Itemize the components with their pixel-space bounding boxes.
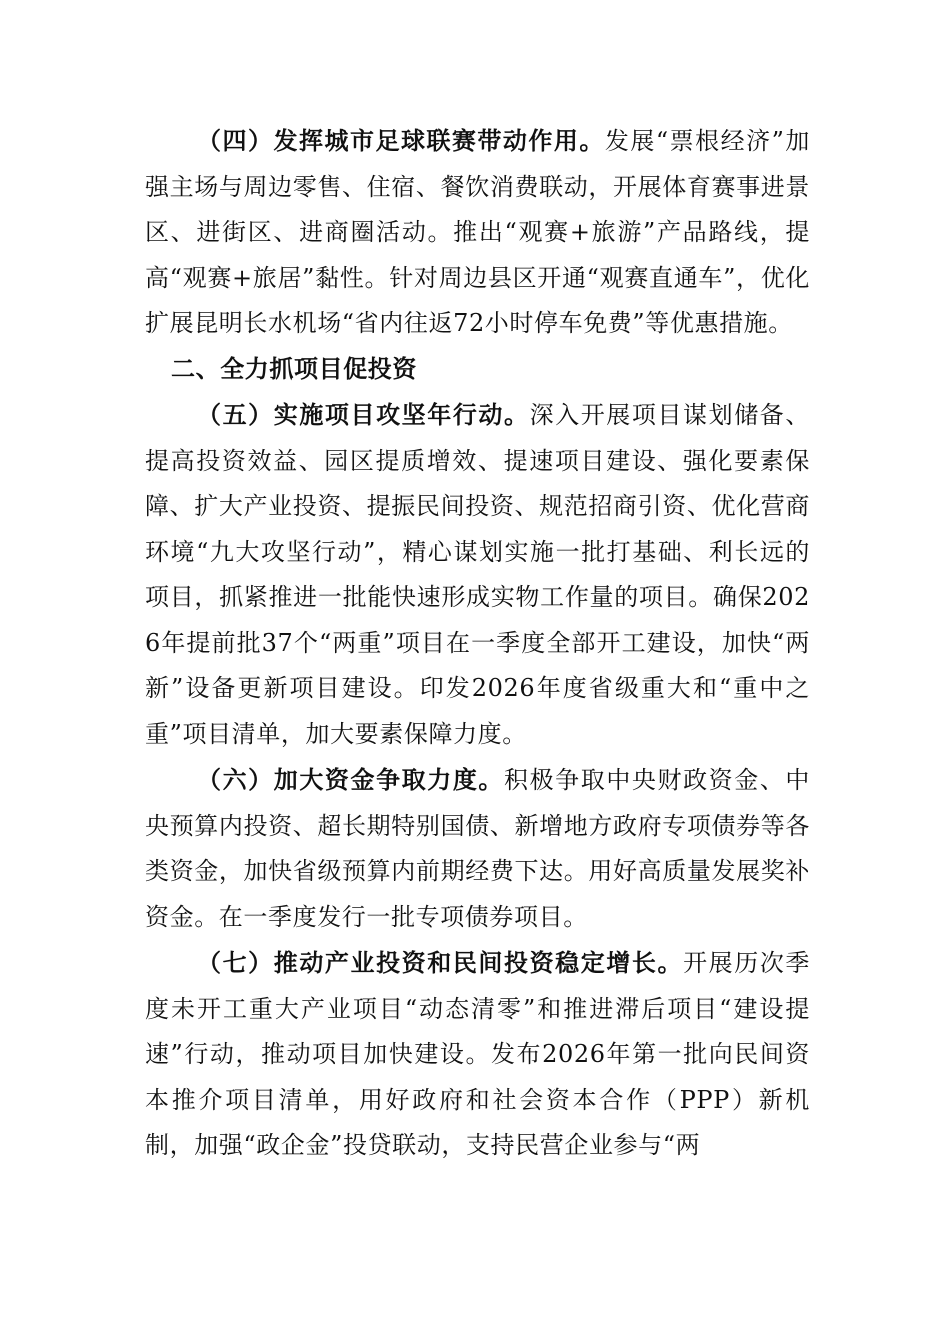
paragraph-funding [145,757,810,940]
paragraph-project-campaign [145,392,810,757]
paragraph-lead-project-campaign: （五）实施项目攻坚年行动。 [197,400,530,429]
paragraph-text-industrial-private-investment: 开展历次季度未开工重大产业项目“动态清零”和推进滞后项目“建设提速”行动，推动项目加快建设。发布2026年第一批向民间资本推介项目清单，用好政府和社会资本合作（PPP）新机制，加强“政企金”投贷联动，支持民营企业参与“两 [145,949,811,1159]
paragraph-text-football-league: 发展“票根经济”加强主场与周边零售、住宿、餐饮消费联动，开展体育赛事进景区、进街区、进商圈活动。推出“观赛+旅游”产品路线，提高“观赛+旅居”黏性。针对周边县区开通“观赛直通车”，优化扩展昆明长水机场“省内往返72小时停车免费”等优惠措施。 [145,127,810,337]
paragraph-lead-football-league: （四）发挥城市足球联赛带动作用。 [197,126,605,155]
paragraph-text-funding: 积极争取中央财政资金、中央预算内投资、超长期特别国债、新增地方政府专项债券等各类资金，加快省级预算内前期经费下达。用好高质量发展奖补资金。在一季度发行一批专项债券项目。 [145,766,811,931]
paragraph-lead-industrial-private-investment: （七）推动产业投资和民间投资稳定增长。 [197,948,684,977]
paragraph-football-league [145,118,810,347]
document-body [145,118,810,1169]
paragraph-industrial-private-investment [145,940,810,1169]
section-heading-projects-investment: 二、全力抓项目促投资 [171,354,417,383]
paragraph-lead-funding: （六）加大资金争取力度。 [197,765,504,794]
paragraph-text-project-campaign: 深入开展项目谋划储备、提高投资效益、园区提质增效、提速项目建设、强化要素保障、扩大产业投资、提振民间投资、规范招商引资、优化营商环境“九大攻坚行动”，精心谋划实施一批打基础、利长远的项目，抓紧推进一批能快速形成实物工作量的项目。确保2026年提前批37个“两重”项目在一季度全部开工建设，加快“两新”设备更新项目建设。印发2026年度省级重大和“重中之重”项目清单，加大要素保障力度。 [145,401,810,748]
